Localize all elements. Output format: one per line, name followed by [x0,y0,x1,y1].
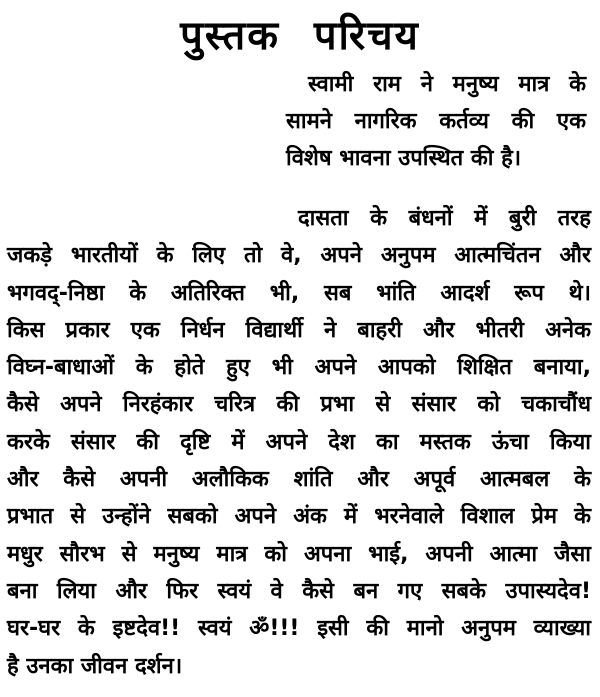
paragraph-line: और कैसे अपनी अलौकिक शांति और अपूर्व आत्मबल के [7,467,591,493]
intro-line: सामने नागरिक कर्तव्य की एक [286,109,586,134]
paragraph-line: भगवद्-निष्ठा के अतिरिक्त भी, सब भांति आदर्श रूप थे। [7,280,591,306]
page-title: पुस्तक परिचय [180,13,420,59]
paragraph-line: मधुर सौरभ से मनुष्य मात्र को अपना भाई, अपनी आत्मा जैसा [7,541,591,567]
paragraph-line: कैसे अपने निरहंकार चरित्र की प्रभा से संसार को चकाचौंध [7,392,591,418]
paragraph-line: जकड़े भारतीयों के लिए तो वे, अपने अनुपम आत्मचिंतन और [7,243,591,269]
intro-line: स्वामी राम ने मनुष्य मात्र के [308,72,586,97]
paragraph-line: बना लिया और फिर स्वयं वे कैसे बन गए सबके उपास्यदेव! [7,578,591,604]
paragraph-line: दासता के बंधनों में बुरी तरह [298,206,591,231]
paragraph-line: किस प्रकार एक निर्धन विद्यार्थी ने बाहरी और भीतरी अनेक [7,317,591,343]
paragraph-line: विघ्न-बाधाओं के होते हुए भी अपने आपको शिक्षित बनाया, [7,355,591,381]
main-paragraph [7,200,591,685]
paragraph-line: घर-घर के इष्टदेव!! स्वयं ॐ!!! इसी की मानो अनुपम व्याख्या [7,616,591,642]
paragraph-line: है उनका जीवन दर्शन। [7,653,183,679]
intro-line: विशेष भावना उपस्थित की है। [286,146,522,171]
paragraph-line: करके संसार की दृष्टि में अपने देश का मस्तक ऊंचा किया [7,429,591,455]
intro-paragraph [286,66,586,177]
paragraph-line: प्रभात से उन्होंने सबको अपने अंक में भरनेवाले विशाल प्रेम के [7,504,591,530]
